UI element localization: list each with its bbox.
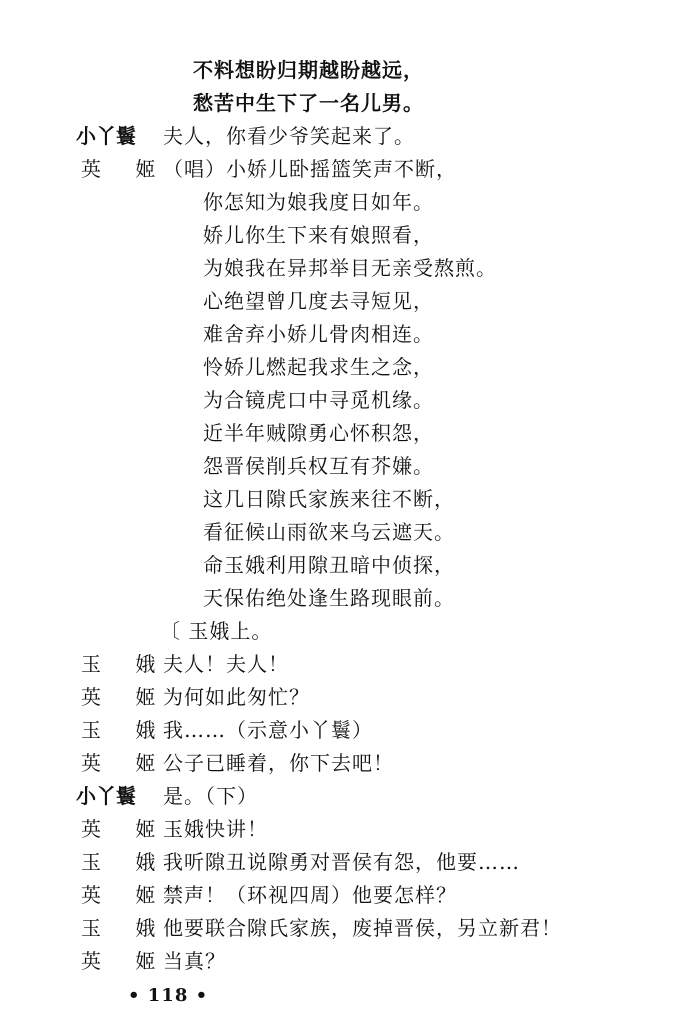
verse-line: 你怎知为娘我度日如年。 [203, 190, 434, 214]
verse-line: 心绝望曾几度去寻短见， [203, 289, 434, 313]
dialogue-text: 为何如此匆忙？ [163, 685, 310, 709]
stage-direction: 〔 玉娥上。 [160, 619, 273, 643]
speaker-name: 玉 娥 [81, 652, 170, 676]
speaker-name: 英 姬 [81, 817, 170, 841]
verse-line: 命玉娥利用隙丑暗中侦探， [203, 553, 455, 577]
verse-line: 娇儿你生下来有娘照看， [203, 223, 434, 247]
speaker-name: 英 姬 [81, 751, 170, 775]
verse-line: 这几日隙氏家族来往不断， [203, 487, 455, 511]
dialogue-text: （唱）小娇儿卧摇篮笑声不断， [163, 157, 457, 181]
dialogue-text: 禁声！（环视四周）他要怎样？ [163, 883, 457, 907]
verse-line: 怨晋侯削兵权互有芥嫌。 [203, 454, 434, 478]
verse-line: 怜娇儿燃起我求生之念， [203, 355, 434, 379]
verse-line: 不料想盼归期越盼越远， [193, 58, 424, 82]
speaker-name: 英 姬 [81, 685, 170, 709]
speaker-name: 玉 娥 [81, 916, 170, 940]
verse-line: 难舍弃小娇儿骨肉相连。 [203, 322, 434, 346]
page-number: • 118 • [128, 985, 209, 1006]
dialogue-text: 当真？ [163, 949, 226, 973]
speaker-name: 小丫鬟 [76, 784, 136, 808]
dialogue-text: 夫人，你看少爷笑起来了。 [163, 124, 415, 148]
speaker-name: 玉 娥 [81, 850, 170, 874]
dialogue-text: 夫人！夫人！ [163, 652, 289, 676]
verse-line: 愁苦中生下了一名儿男。 [193, 91, 424, 115]
dialogue-text: 公子已睡着，你下去吧！ [163, 751, 394, 775]
verse-line: 为娘我在异邦举目无亲受熬煎。 [203, 256, 497, 280]
dialogue-text: 是。（下） [163, 784, 258, 808]
verse-line: 看征候山雨欲来乌云遮天。 [203, 520, 455, 544]
speaker-name: 英 姬 [81, 157, 170, 181]
dialogue-text: 我……（示意小丫鬟） [163, 718, 373, 742]
verse-line: 为合镜虎口中寻觅机缘。 [203, 388, 434, 412]
verse-line: 近半年贼隙勇心怀积怨， [203, 421, 434, 445]
dialogue-text: 他要联合隙氏家族，废掉晋侯，另立新君！ [163, 916, 562, 940]
dialogue-text: 玉娥快讲！ [163, 817, 268, 841]
speaker-name: 英 姬 [81, 949, 170, 973]
speaker-name: 小丫鬟 [76, 124, 136, 148]
speaker-name: 玉 娥 [81, 718, 170, 742]
verse-line: 天保佑绝处逢生路现眼前。 [203, 586, 455, 610]
dialogue-text: 我听隙丑说隙勇对晋侯有怨，他要…… [163, 850, 520, 874]
speaker-name: 英 姬 [81, 883, 170, 907]
